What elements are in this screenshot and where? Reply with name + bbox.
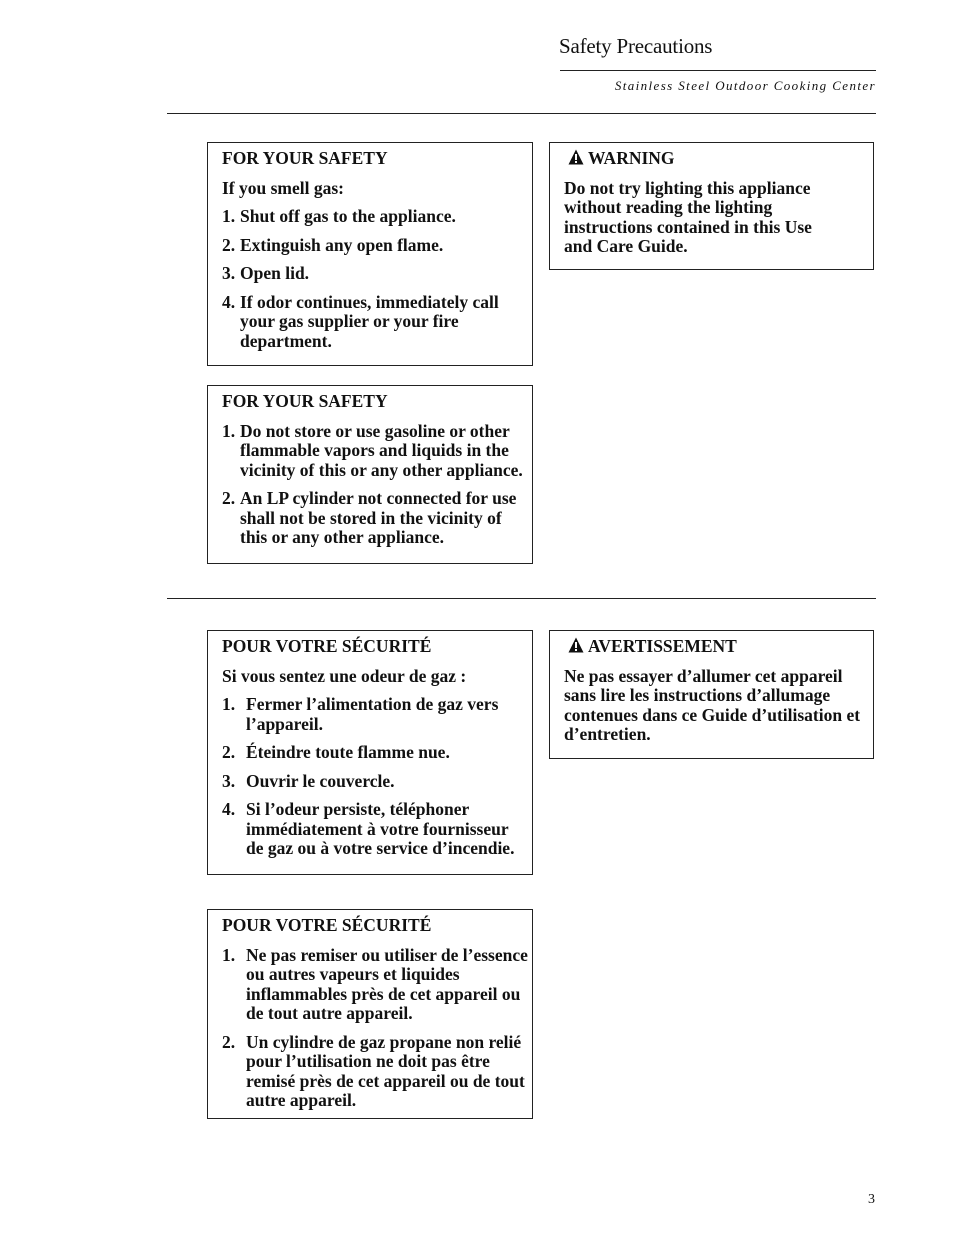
list-item	[222, 800, 528, 859]
box-title	[564, 149, 869, 169]
instruction-list	[222, 946, 528, 1111]
item-text: Do not store or use gasoline or other flammable vapors and liquids in the vicinity of this or any other appliance.	[240, 420, 523, 480]
section-divider-middle	[167, 598, 876, 599]
list-item	[222, 264, 528, 284]
item-text: Extinguish any open flame.	[240, 234, 444, 255]
warning-triangle-icon	[568, 637, 584, 653]
list-item	[222, 236, 528, 256]
item-text: Si l’odeur persiste, téléphoner immédiatement à votre fournisseur de gaz ou à votre service d’incendie.	[246, 799, 515, 858]
safety-box-storage-en	[207, 385, 533, 564]
list-item	[222, 946, 528, 1024]
box-intro: If you smell gas:	[222, 177, 345, 198]
item-number: 1.	[222, 206, 236, 226]
item-number: 1.	[222, 694, 236, 714]
list-item	[222, 1033, 528, 1111]
item-text: Un cylindre de gaz propane non relié pour l’utilisation ne doit pas être remisé près de cet appareil ou de tout autre appareil.	[246, 1031, 525, 1110]
item-number: 1.	[222, 420, 236, 441]
item-number: 2.	[222, 742, 236, 762]
item-number: 2.	[222, 234, 236, 255]
item-number: 3.	[222, 770, 236, 791]
item-number: 4.	[222, 291, 236, 312]
item-text: Shut off gas to the appliance.	[240, 206, 456, 226]
item-text: An LP cylinder not connected for use shall not be stored in the vicinity of this or any other appliance.	[240, 488, 517, 547]
item-text: If odor continues, immediately call your gas supplier or your fire department.	[240, 291, 499, 351]
item-text: Open lid.	[240, 263, 310, 283]
box-title: FOR YOUR SAFETY	[222, 148, 388, 168]
instruction-list	[222, 695, 528, 859]
warning-title: AVERTISSEMENT	[588, 636, 737, 656]
list-item	[222, 293, 528, 352]
box-intro: Si vous sentez une odeur de gaz :	[222, 665, 467, 686]
item-number: 2.	[222, 1031, 236, 1052]
section-title: Safety Precautions	[559, 34, 713, 58]
warning-box-en	[549, 142, 874, 270]
instruction-list	[222, 207, 528, 351]
item-number: 3.	[222, 263, 236, 283]
item-text: Éteindre toute flamme nue.	[246, 742, 450, 762]
list-item	[222, 772, 528, 792]
instruction-list	[222, 422, 528, 548]
warning-triangle-icon	[568, 149, 584, 165]
section-divider-top	[167, 113, 876, 114]
page-number: 3	[868, 1192, 875, 1207]
list-item	[222, 422, 528, 481]
list-item	[222, 743, 528, 763]
warning-text: Ne pas essayer d’allumer cet appareil sans lire les instructions d’allumage contenues dans ce Guide d’utilisation et d’entretien.	[564, 665, 861, 744]
product-title: Stainless Steel Outdoor Cooking Center	[614, 78, 876, 93]
safety-box-smell-gas-en	[207, 142, 533, 366]
box-title	[564, 637, 869, 657]
header-rule	[560, 70, 876, 71]
item-text: Ne pas remiser ou utiliser de l’essence ou autres vapeurs et liquides inflammables près de cet appareil ou de tout autre appareil.	[246, 944, 528, 1023]
list-item	[222, 489, 528, 548]
warning-title: WARNING	[588, 148, 675, 168]
list-item	[222, 207, 528, 227]
item-number: 4.	[222, 799, 236, 819]
box-title: POUR VOTRE SÉCURITÉ	[222, 636, 432, 656]
item-text: Ouvrir le couvercle.	[246, 770, 395, 791]
warning-text: Do not try lighting this appliance without reading the lighting instructions contained in this Use and Care Guide.	[564, 177, 812, 256]
item-number: 1.	[222, 944, 236, 965]
warning-box-fr	[549, 630, 874, 759]
item-number: 2.	[222, 488, 236, 508]
safety-box-storage-fr	[207, 909, 533, 1119]
box-title: POUR VOTRE SÉCURITÉ	[222, 915, 432, 935]
item-text: Fermer l’alimentation de gaz vers l’appareil.	[246, 694, 499, 734]
safety-box-smell-gas-fr	[207, 630, 533, 875]
box-title: FOR YOUR SAFETY	[222, 391, 388, 411]
list-item	[222, 695, 528, 734]
